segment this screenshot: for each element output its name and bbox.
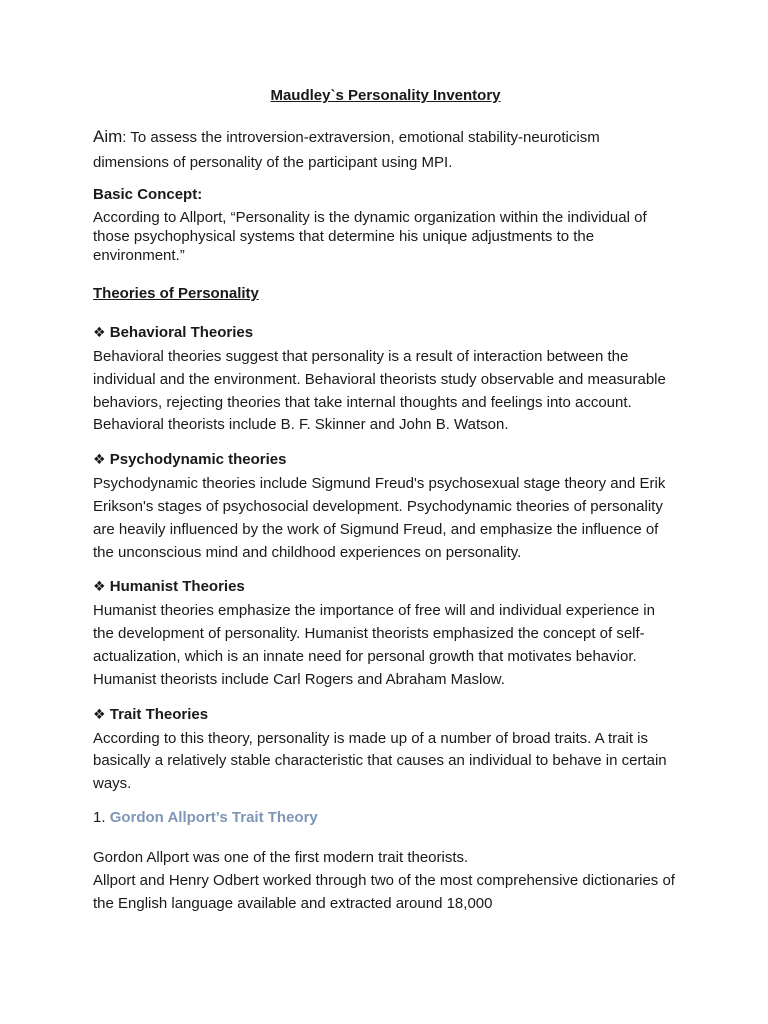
theory-section-psychodynamic <box>93 449 678 564</box>
section-text: Humanist theories emphasize the importance of free will and individual experience in the development of personality. Humanist theorists emphasized the concept of self-actualization, which is an innate need for personal growth that motivates behavior. Humanist theorists include Carl Rogers and Abraham Maslow. <box>93 602 655 688</box>
closing-line: Gordon Allport was one of the first modern trait theorists. <box>93 848 469 866</box>
closing-line: Allport and Henry Odbert worked through two of the most comprehensive dictionaries of the English language available and extracted around 18,000 <box>93 871 675 912</box>
numbered-heading-title: Gordon Allport’s Trait Theory <box>109 808 318 826</box>
section-text: Psychodynamic theories include Sigmund Freud's psychosexual stage theory and Erik Erikson's stages of psychosocial development. Psychodynamic theories of personality are heavily influenced by the work of Sigmund Freud, and emphasize the influence of the unconscious mind and childhood experiences on personality. <box>93 475 666 561</box>
theories-heading: Theories of Personality <box>93 285 259 302</box>
list-number: 1. <box>93 808 106 826</box>
theory-section-trait <box>93 704 678 796</box>
section-heading-text: Psychodynamic theories <box>109 451 287 469</box>
theory-section-behavioral <box>93 322 678 437</box>
document-body <box>93 86 678 915</box>
aim-label: Aim <box>93 127 123 146</box>
diamond-bullet-icon: ❖ <box>93 705 106 722</box>
page-title: Maudley`s Personality Inventory <box>270 87 501 104</box>
section-heading <box>93 449 678 470</box>
closing-paragraph <box>93 847 678 915</box>
diamond-bullet-icon: ❖ <box>93 451 106 468</box>
section-heading <box>93 576 678 597</box>
diamond-bullet-icon: ❖ <box>93 324 106 340</box>
section-text: According to this theory, personality is made up of a number of broad traits. A trait is basically a relatively stable characteristic that causes an individual to behave in certain ways. <box>93 729 667 793</box>
numbered-heading <box>93 808 678 828</box>
basic-concept-text: According to Allport, “Personality is the dynamic organization within the individual of those psychophysical systems that determine his unique adjustments to the environment.” <box>93 209 647 264</box>
section-heading-text: Behavioral Theories <box>109 324 254 341</box>
aim-text: : To assess the introversion-extraversion, emotional stability-neuroticism dimensions of personality of the participant using MPI. <box>93 129 600 171</box>
section-heading <box>93 704 678 725</box>
section-heading <box>93 322 678 343</box>
section-text: Behavioral theories suggest that personality is a result of interaction between the individual and the environment. Behavioral theorists study observable and measurable behaviors, rejecting theories that take internal thoughts and feelings into account. Behavioral theorists include B. F. Skinner and John B. Watson. <box>93 348 666 434</box>
aim-paragraph <box>93 124 678 175</box>
basic-concept-heading: Basic Concept: <box>93 186 203 203</box>
section-heading-text: Humanist Theories <box>109 578 245 596</box>
section-heading-text: Trait Theories <box>109 705 209 723</box>
theory-section-humanist <box>93 576 678 691</box>
diamond-bullet-icon: ❖ <box>93 578 106 595</box>
